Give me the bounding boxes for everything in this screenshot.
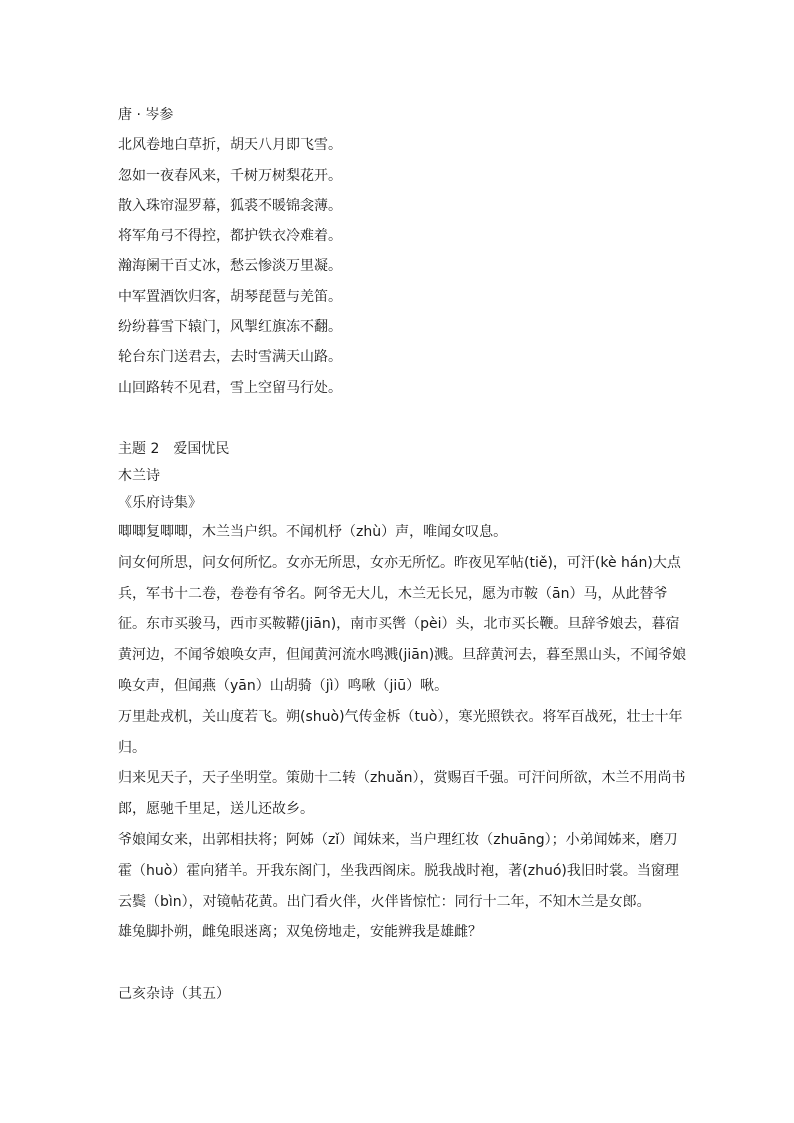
poem-baixuege <box>118 102 688 405</box>
theme-heading: 主题 2 爱国忧民 <box>118 440 230 457</box>
poem-line: 纷纷暮雪下辕门，风掣红旗冻不翻。 <box>118 319 342 336</box>
poem-line: 瀚海阑干百丈冰，愁云惨淡万里凝。 <box>118 258 342 275</box>
poem-source: 《乐府诗集》 <box>118 494 202 511</box>
poem-title: 木兰诗 <box>118 467 160 484</box>
poem-line: 忽如一夜春风来，千树万树梨花开。 <box>118 167 342 184</box>
poem-line: 山回路转不见君，雪上空留马行处。 <box>118 379 342 396</box>
poem-line: 轮台东门送君去，去时雪满天山路。 <box>118 349 342 366</box>
poem-line: 将军角弓不得控，都护铁衣冷难着。 <box>118 228 342 245</box>
poem-line: 北风卷地白草折，胡天八月即飞雪。 <box>118 137 342 154</box>
poem-paragraph: 唧唧复唧唧，木兰当户织。不闻机杼（zhù）声，唯闻女叹息。 <box>118 523 508 540</box>
poem-paragraph: 万里赴戎机，关山度若飞。朔(shuò)气传金柝（tuò），寒光照铁衣。将军百战死，壮士十年归。 <box>118 708 683 756</box>
poem-line: 散入珠帘湿罗幕，狐裘不暖锦衾薄。 <box>118 197 342 214</box>
poem-jihai <box>118 981 688 1011</box>
poem-paragraph: 爷娘闻女来，出郭相扶将；阿姊（zǐ）闻妹来，当户理红妆（zhuāng）；小弟闻姊来，磨刀霍（huò）霍向猪羊。开我东阁门，坐我西阁床。脱我战时袍，著(zhuó)我旧时裳。当窗理云鬓（bìn），对镜帖花黄。出门看火伴，火伴皆惊忙：同行十二年，不知木兰是女郎。 <box>118 831 679 910</box>
document-body <box>118 102 688 1011</box>
poem-paragraph: 雄兔脚扑朔，雌兔眼迷离；双兔傍地走，安能辨我是雄雌？ <box>118 924 482 941</box>
poem-title: 己亥杂诗（其五） <box>118 986 230 1003</box>
poem-author: 唐 · 岑参 <box>118 107 174 123</box>
theme-section <box>118 436 688 948</box>
poem-paragraph: 问女何所思，问女何所忆。女亦无所思，女亦无所忆。昨夜见军帖(tiě)，可汗(kè hán)大点兵，军书十二卷，卷卷有爷名。阿爷无大儿，木兰无长兄，愿为市鞍（ān）马，从此替爷征。东市买骏马，西市买鞍鞯(jiān)，南市买辔（pèi）头，北市买长鞭。旦辞爷娘去，暮宿黄河边，不闻爷娘唤女声，但闻黄河流水鸣溅(jiān)溅。旦辞黄河去，暮至黑山头，不闻爷娘唤女声，但闻燕（yān）山胡骑（jì）鸣啾（jiū）啾。 <box>118 554 687 694</box>
poem-paragraph: 归来见天子，天子坐明堂。策勋十二转（zhuǎn），赏赐百千强。可汗问所欲，木兰不用尚书郎，愿驰千里足，送儿还故乡。 <box>118 770 686 818</box>
poem-line: 中军置酒饮归客，胡琴琵琶与羌笛。 <box>118 288 342 305</box>
